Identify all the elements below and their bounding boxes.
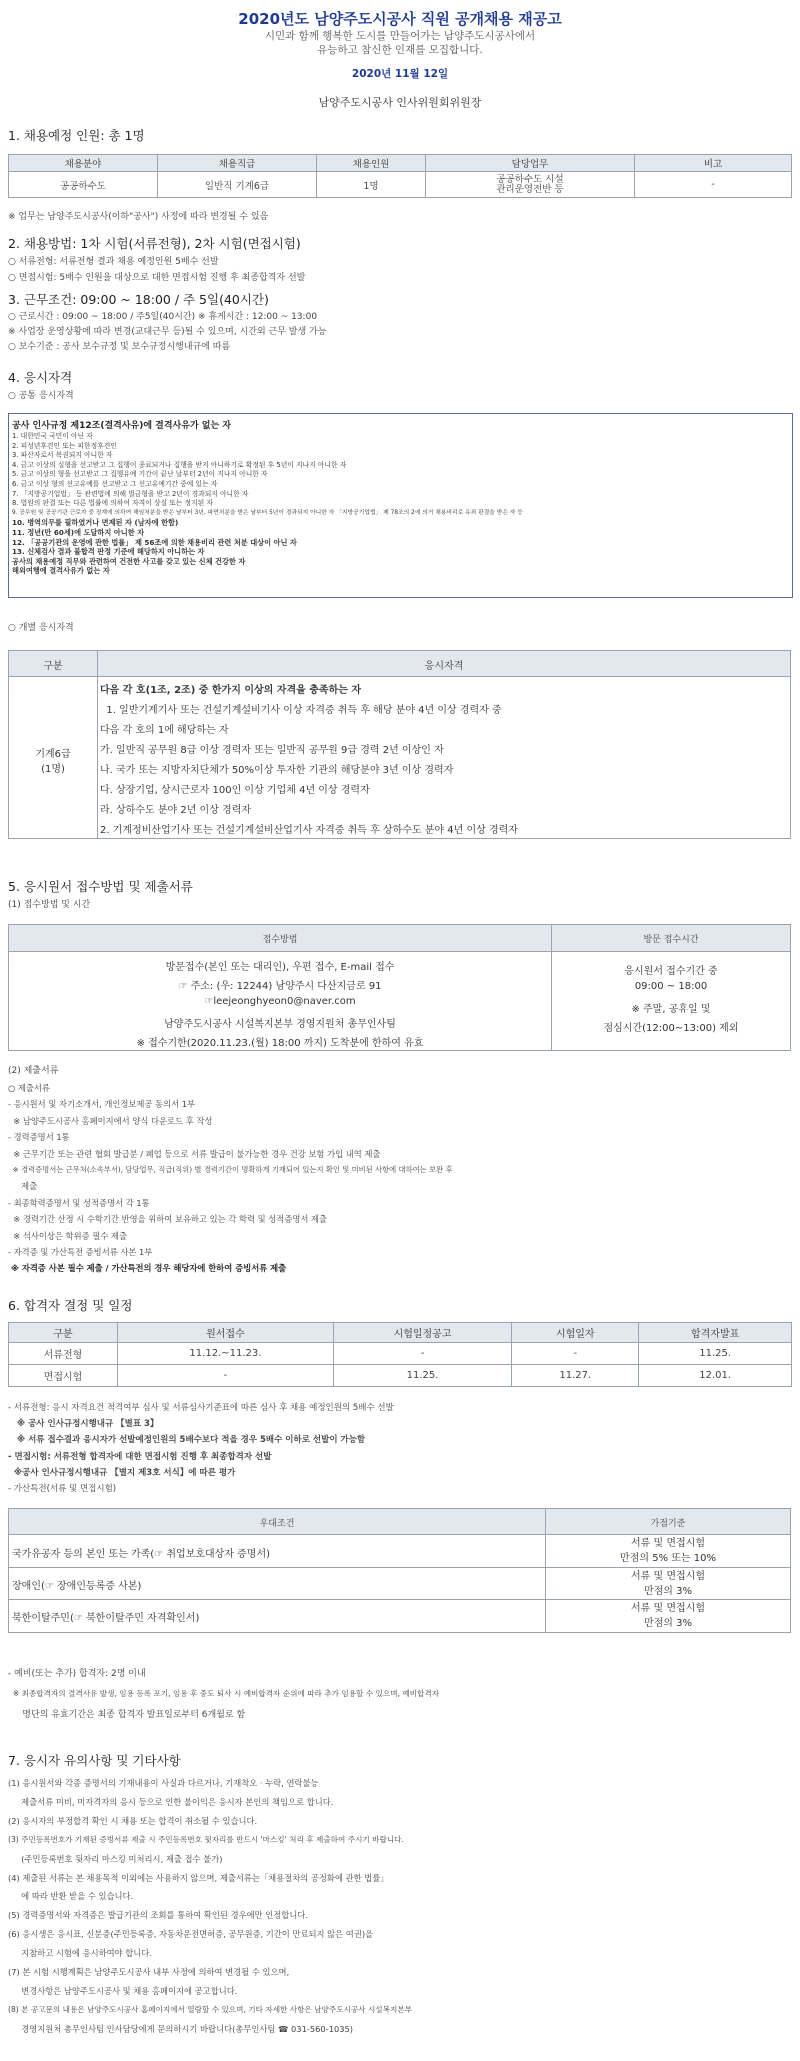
section-2-line-1: ○ 서류전형: 서류전형 결과 채용 예정인원 5배수 선발: [8, 257, 219, 267]
common-box-line: 3. 파산자로서 복권되지 아니한 자: [12, 451, 113, 460]
schedule-notes: [8, 1400, 792, 1497]
docs-line: ○ 제출서류: [8, 1083, 50, 1093]
receipt-col-time: 방문 접수시간: [643, 935, 699, 945]
docs-line: ※ 경력증명서는 근무처(소속부서), 담당업무, 직급(직위) 별 경력기간이 명확하게 기재되어 있는지 확인 및 미비된 사항에 대하여는 보완 후: [8, 1165, 453, 1175]
bonus-point: 서류 및 면접시험 만점의 3%: [631, 1603, 705, 1629]
page-subtitle-2: 유능하고 참신한 인재를 모집합니다.: [317, 44, 483, 56]
section-7-heading: 7. 응시자 유의사항 및 기타사항: [8, 1753, 181, 1768]
docs-list: [8, 1080, 792, 1277]
common-box-bold-line: 12. 「공공기관의 운영에 관한 법률」 제 56조에 의한 채용비리 관련 처분 대상이 아닌 자: [12, 537, 297, 547]
bonus-cond: 북한이탈주민(☞ 북한이탈주민 자격확인서): [12, 1613, 200, 1624]
notice-line: 에 따라 반환 받을 수 있습니다.: [8, 1891, 134, 1902]
recruit-col-count: 채용인원: [317, 155, 426, 172]
schedule-table: [8, 1322, 792, 1387]
common-box-line: 1. 대한민국 국민이 아닌 자: [12, 432, 93, 440]
bonus-point: 서류 및 면접시험 만점의 5% 또는 10%: [620, 1538, 716, 1564]
schedule-col-result: 합격자발표: [639, 1323, 792, 1343]
receipt-address: ☞ 주소: (우: 12244) 남양주시 다산지금로 91: [178, 981, 382, 992]
section-3-heading: 3. 근무조건: 09:00 ~ 18:00 / 주 5일(40시간): [8, 292, 269, 307]
docs-line: 제출: [8, 1181, 38, 1192]
recruit-cell-field: 공공하수도: [9, 172, 158, 198]
recruit-col-field: 채용분야: [9, 155, 158, 172]
docs-line: ※ 근무기간 또는 관련 협회 발급분 / 폐업 등으로 서류 발급이 불가능한 경우 건강 보험 가입 내역 제출: [8, 1148, 381, 1159]
schedule-cell: -: [118, 1365, 334, 1387]
notice-line: (5) 경력증명서와 자격증은 발급기관의 조회를 통하여 확인된 경우에만 인정합니다.: [8, 1910, 308, 1921]
section-5-heading: 5. 응시원서 접수방법 및 제출서류: [8, 879, 193, 894]
common-box-bold-line: 13. 신체검사 결과 불합격 판정 기준에 해당하지 아니하는 자: [12, 547, 205, 557]
schedule-cell: -: [512, 1343, 639, 1365]
schedule-note: ※공사 인사규정시행내규 【별지 제3호 서식】에 따른 평가: [8, 1467, 236, 1478]
common-box-line: 4. 금고 이상의 실형을 선고받고 그 집행이 종료되거나 집행을 받지 아니하기로 확정된 후 5년이 지나지 아니한 자: [12, 460, 347, 469]
section-3-line-2: ※ 사업장 운영상황에 따라 변경(교대근무 등)될 수 있으며, 시간외 근무 발생 가능: [8, 327, 327, 337]
schedule-cell: 12.01.: [639, 1365, 792, 1387]
reserve-line: 명단의 유효기간은 최종 합격자 발표일로부터 6개월로 함: [8, 1710, 246, 1720]
receipt-time-line: 응시원서 접수기간 중: [624, 966, 718, 977]
receipt-time-line: ※ 주말, 공휴일 및: [631, 1004, 711, 1015]
receipt-col-method: 접수방법: [262, 935, 298, 945]
notice-line: (6) 응시생은 응시표, 신분증(주민등록증, 자동차운전면허증, 공무원증, 기간이 만료되지 않은 여권)을: [8, 1929, 374, 1940]
bonus-cond: 국가유공자 등의 본인 또는 가족(☞ 취업보호대상자 증명서): [12, 1549, 271, 1560]
notice-line: (3) 주민등록번호가 기재된 증빙서류 제출 시 주민등록번호 뒷자리를 반드시 '마스킹' 처리 후 제출하여 주시기 바랍니다.: [8, 1834, 404, 1844]
common-box-title: 공사 인사규정 제12조(결격사유)에 결격사유가 없는 자: [12, 421, 231, 431]
ind-line: 1. 일반기계기사 또는 건설기계설비기사 이상 자격증 취득 후 해당 분야 4년 이상 경력자 중: [100, 705, 502, 716]
common-box-list: [12, 432, 787, 576]
schedule-note: ※ 공사 인사규정시행내규 【별표 3】: [8, 1419, 159, 1430]
section-2-line-2: ○ 면접시험: 5배수 인원을 대상으로 대한 면접시험 진행 후 최종합격자 선발: [8, 273, 306, 283]
notice-list: [8, 1774, 792, 2039]
individual-qualification-label: ○ 개별 응시자격: [8, 623, 74, 633]
page-title: 2020년도 남양주도시공사 직원 공개채용 재공고: [238, 10, 562, 28]
recruit-cell-count: 1명: [317, 172, 426, 198]
ind-col-qual: 응시자격: [424, 661, 464, 672]
notice-line: 경영지원처 총무인사팀 인사담당에게 문의하시기 바랍니다(총무인사팀 ☎ 031-560-1035): [8, 2023, 354, 2034]
ind-line: 다. 상장기업, 상시근로자 100인 이상 기업체 4년 이상 경력자: [100, 785, 370, 796]
section-1-note: ※ 업무는 남양주도시공사(이하"공사") 사정에 따라 변경될 수 있음: [8, 212, 269, 222]
schedule-cell: 서류전형: [9, 1343, 118, 1365]
recruit-table: [8, 154, 792, 198]
common-box-line: 2. 피성년후견인 또는 피한정후견인: [12, 441, 117, 450]
notice-line: (주민등록번호 뒷자리 마스킹 미처리시, 제출 접수 불가): [8, 1853, 223, 1864]
docs-line: - 응시원서 및 자기소개서, 개인정보제공 동의서 1부: [8, 1099, 196, 1110]
receipt-email: ☞leejeonghyeon0@naver.com: [204, 996, 356, 1007]
receipt-method-line: 방문접수(본인 또는 대리인), 우편 접수, E-mail 접수: [165, 962, 395, 973]
recruit-cell-duty: 공공하수도 시설 관리운영전반 등: [426, 172, 635, 198]
recruit-cell-note: -: [635, 172, 792, 198]
recruit-cell-grade: 일반직 기계6급: [158, 172, 317, 198]
schedule-col-type: 구분: [9, 1323, 118, 1343]
docs-line: ※ 경력기간 산정 시 수학기간 반영을 위하여 보유하고 있는 각 학력 및 성적증명서 제출: [8, 1214, 328, 1225]
common-box-line: 6. 금고 이상 형의 선고유예를 선고받고 그 선고유예기간 중에 있는 자: [12, 479, 218, 488]
docs-line: ※ 석사이상은 학위증 필수 제출: [8, 1230, 127, 1241]
docs-line: - 최종학력증명서 및 성적증명서 각 1통: [8, 1197, 150, 1208]
notice-line: 변경사항은 남양주도시공사 및 채용 홈페이지에 공고합니다.: [8, 1985, 238, 1996]
bonus-col-cond: 우대조건: [259, 1519, 295, 1529]
receipt-team: 남양주도시공사 시설복지본부 경영지원처 총무인사팀: [164, 1019, 396, 1030]
notice-line: 지참하고 시험에 응시하여야 합니다.: [8, 1948, 152, 1959]
reserve-line: - 예비(또는 추가) 합격자: 2명 이내: [8, 1669, 146, 1679]
bonus-point: 서류 및 면접시험 만점의 3%: [631, 1571, 705, 1597]
notice-line: (2) 응시자의 부정합격 확인 시 채용 또는 합격이 취소될 수 있습니다.: [8, 1815, 258, 1826]
ind-line: 라. 상하수도 분야 2년 이상 경력자: [100, 805, 252, 816]
common-box-end-line: 공사의 채용예정 직무와 관련하여 건전한 사고를 갖고 있는 신체 건강한 자: [12, 556, 246, 566]
schedule-note: - 서류전형: 응시 자격요건 적격여부 심사 및 서류심사기준표에 따른 심사 후 채용 예정인원의 5배수 선발: [8, 1403, 394, 1413]
common-box-bold-line: 11. 정년(만 60세)에 도달하지 아니한 자: [12, 527, 145, 537]
notice-line: (4) 제출된 서류는 본 채용목적 이외에는 사용하지 않으며, 제출서류는「채용절차의 공정화에 관한 법률」: [8, 1872, 389, 1883]
schedule-cell: -: [333, 1343, 511, 1365]
notice-line: (1) 응시원서와 각종 증명서의 기재내용이 사실과 다르거나, 기재착오 · 누락, 연락불능: [8, 1778, 319, 1788]
schedule-cell: 11.27.: [512, 1365, 639, 1387]
common-box-line: 9. 공무원 및 공공기관 근로자 중 징계에 의하여 해임처분을 받은 날부터 3년, 파면처분을 받은 날부터 5년이 경과되지 아니한 자 「지방공기업법」 제 78조의 2에 의거 채용비리로 유죄 판결을 받은 자 등: [12, 509, 523, 516]
notice-line: (7) 본 시험 시행계획은 남양주도시공사 내부 사정에 의하여 변경될 수 있으며,: [8, 1967, 290, 1978]
schedule-row: [9, 1343, 792, 1365]
section-6-heading: 6. 합격자 결정 및 일정: [8, 1298, 133, 1313]
section-5-sub-1: (1) 접수방법 및 시간: [8, 900, 91, 910]
docs-line: ※ 남양주도시공사 홈페이지에서 양식 다운로드 후 작성: [8, 1115, 213, 1126]
schedule-cell: 11.12.~11.23.: [118, 1343, 334, 1365]
notice-line: (8) 본 공고문의 내용은 남양주도시공사 홈페이지에서 열람할 수 있으며, 기타 자세한 사항은 남양주도시공사 시설복지본부: [8, 2004, 412, 2014]
bonus-cond: 장애인(☞ 장애인등록증 사본): [12, 1581, 142, 1592]
ind-line: 다음 각 호의 1에 해당하는 자: [100, 725, 229, 736]
bonus-col-point: 가점기준: [650, 1519, 686, 1529]
recruit-col-grade: 채용직급: [158, 155, 317, 172]
docs-line: ※ 자격증 사본 필수 제출 / 가산특전의 경우 해당자에 한하여 증빙서류 제출: [8, 1263, 287, 1274]
schedule-cell: 11.25.: [639, 1343, 792, 1365]
ind-grade: 기계6급: [35, 749, 71, 760]
receipt-deadline: ※ 접수기한(2020.11.23.(월) 18:00 까지) 도착분에 한하여 유효: [136, 1038, 424, 1049]
receipt-time-line: 09:00 ~ 18:00: [634, 981, 708, 992]
docs-line: - 자격증 및 가산특전 증빙서류 사본 1부: [8, 1247, 153, 1258]
ind-line: 2. 기계정비산업기사 또는 건설기계설비산업기사 자격증 취득 후 상하수도 분야 4년 이상 경력자: [100, 825, 518, 836]
schedule-col-exam: 시험일자: [512, 1323, 639, 1343]
reserve-line: ※ 최종합격자의 결격사유 발생, 임용 등록 포기, 임용 후 중도 퇴사 시 예비합격자 순위에 따라 추가 임용할 수 있으며, 예비합격자: [8, 1689, 440, 1698]
common-box-line: 5. 금고 이상의 형을 선고받고 그 집행유예 기간이 끝난 날부터 2년이 지나지 아니한 자: [12, 470, 268, 479]
ind-line: 나. 국가 또는 지방자치단체가 50%이상 투자한 기관의 해당분야 3년 이상 경력자: [100, 765, 454, 776]
ind-count: (1명): [41, 764, 65, 775]
common-box-line: 7. 「지방공기업법」 등 관련법에 의해 벌금형을 받고 2년이 경과되지 아니한 자: [12, 489, 249, 498]
section-3-line-3: ○ 보수기준 : 공사 보수규정 및 보수규정시행내규에 따름: [8, 342, 231, 352]
receipt-time-line: 점심시간(12:00~13:00) 제외: [603, 1023, 739, 1034]
schedule-note: - 가산특전(서류 및 면접시험): [8, 1484, 117, 1495]
common-box-line: 8. 법원의 판결 또는 다른 법률에 의하여 자격이 상실 또는 정지된 자: [12, 499, 213, 508]
ind-line: 다음 각 호(1조, 2조) 중 한가지 이상의 자격을 충족하는 자: [100, 685, 362, 696]
schedule-col-announce: 시험일정공고: [333, 1323, 511, 1343]
schedule-note: ※ 서류 접수결과 응시자가 선발예정인원의 5배수보다 적을 경우 5배수 이하로 선발이 가능함: [8, 1435, 366, 1446]
section-5-sub-2: (2) 제출서류: [8, 1066, 59, 1076]
common-box-end-line: 해외여행에 결격사유가 없는 자: [12, 566, 110, 576]
section-2-heading: 2. 채용방법: 1차 시험(서류전형), 2차 시험(면접시험): [8, 236, 301, 251]
section-1-heading: 1. 채용예정 인원: 총 1명: [8, 128, 145, 143]
common-qualification-label: ○ 공통 응시자격: [8, 391, 74, 401]
notice-date: 2020년 11월 12일: [351, 68, 449, 80]
notice-line: 제출서류 미비, 미자격자의 응시 등으로 인한 불이익은 응시자 본인의 책임으로 합니다.: [8, 1796, 334, 1807]
notice-org: 남양주도시공사 인사위원회위원장: [318, 96, 482, 109]
ind-col-type: 구분: [43, 661, 63, 672]
ind-line: 가. 일반직 공무원 8급 이상 경력자 또는 일반직 공무원 9급 경력 2년 이상인 자: [100, 745, 444, 756]
recruit-col-note: 비고: [635, 155, 792, 172]
schedule-cell: 면접시험: [9, 1365, 118, 1387]
recruit-col-duty: 담당업무: [426, 155, 635, 172]
common-box-bold-line: 10. 병역의무를 필하였거나 면제된 자 (남자에 한함): [12, 518, 179, 528]
schedule-row: [9, 1365, 792, 1387]
page-subtitle-1: 시민과 함께 행복한 도시를 만들어가는 남양주도시공사에서: [264, 30, 536, 42]
section-4-heading: 4. 응시자격: [8, 370, 73, 385]
schedule-note: - 면접시험: 서류전형 합격자에 대한 면접시험 진행 후 최종합격자 선발: [8, 1451, 272, 1462]
schedule-cell: 11.25.: [333, 1365, 511, 1387]
schedule-col-apply: 원서접수: [118, 1323, 334, 1343]
docs-line: - 경력증명서 1통: [8, 1132, 70, 1143]
section-3-line-1: ○ 근로시간 : 09:00 ~ 18:00 / 주5일(40시간) ※ 휴게시간 : 12:00 ~ 13:00: [8, 312, 318, 322]
